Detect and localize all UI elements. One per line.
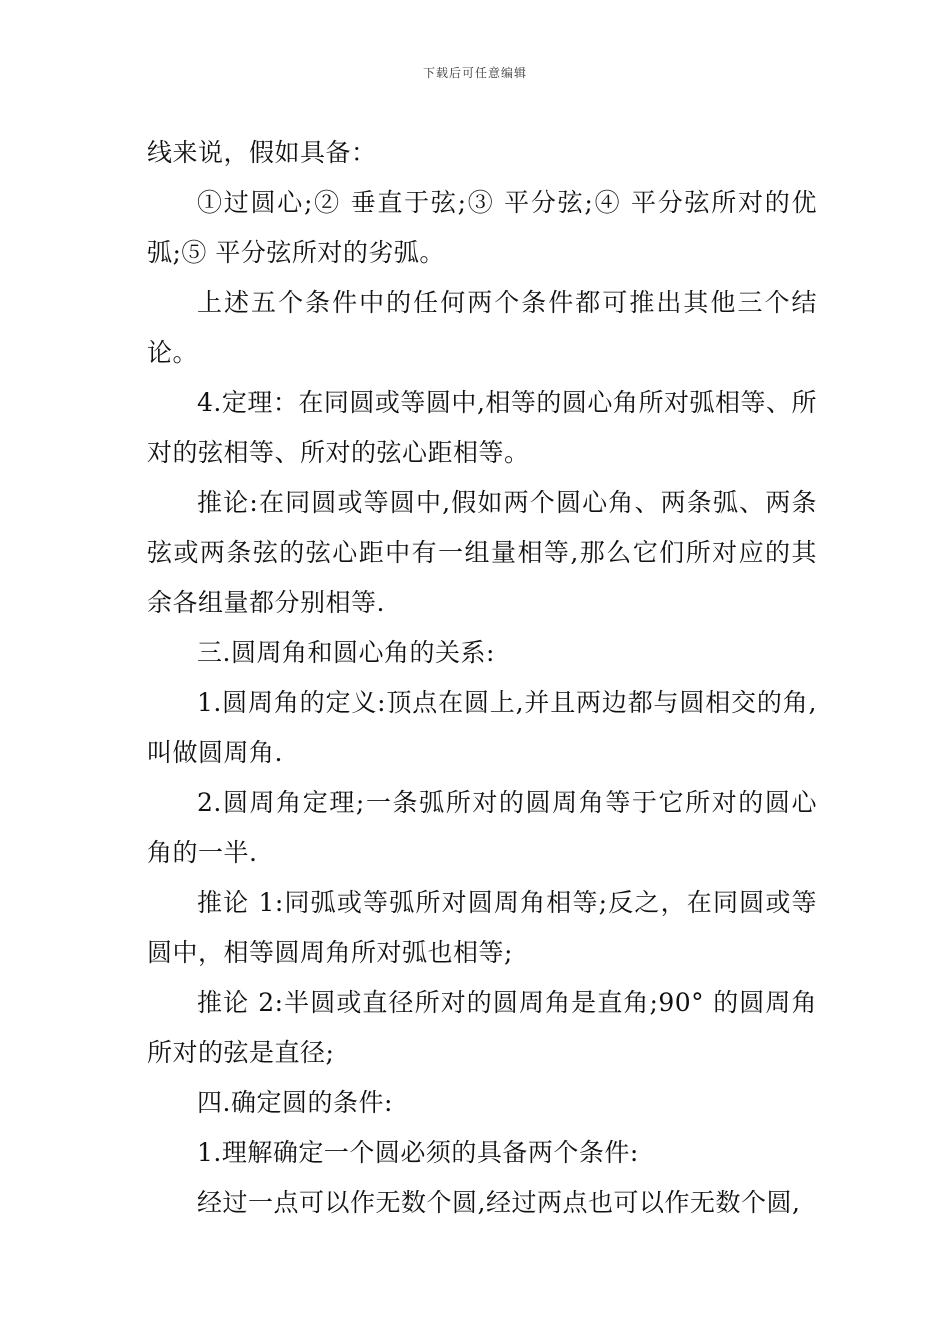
paragraph-conditions-note: 上述五个条件中的任何两个条件都可推出其他三个结论。	[147, 288, 817, 367]
paragraph-conditions-list: ①过圆心;② 垂直于弦;③ 平分弦;④ 平分弦所对的优弧;⑤ 平分弦所对的劣弧。	[147, 188, 817, 267]
paragraph-inscribed-angle-theorem: 2.圆周角定理;一条弧所对的圆周角等于它所对的圆心角的一半.	[147, 788, 817, 867]
paragraph-continuation: 线来说，假如具备：	[147, 138, 377, 167]
page-header: 下载后可任意编辑	[422, 66, 527, 80]
paragraph-inscribed-angle-definition: 1.圆周角的定义:顶点在圆上,并且两边都与圆相交的角,叫做圆周角.	[147, 688, 817, 767]
paragraph-circle-conditions: 1.理解确定一个圆必须的具备两个条件:	[197, 1138, 639, 1167]
section-heading-4: 四.确定圆的条件:	[197, 1088, 393, 1117]
paragraph-corollary: 推论:在同圆或等圆中,假如两个圆心角、两条弧、两条弦或两条弦的弦心距中有一组量相等,那么它们所对应的其余各组量都分别相等.	[147, 488, 817, 617]
paragraph-corollary-2: 推论 2:半圆或直径所对的圆周角是直角;90° 的圆周角所对的弦是直径;	[147, 988, 817, 1067]
paragraph-corollary-1: 推论 1:同弧或等弧所对圆周角相等;反之，在同圆或等圆中，相等圆周角所对弧也相等;	[147, 888, 817, 967]
document-body	[147, 128, 817, 1228]
paragraph-theorem-4: 4.定理：在同圆或等圆中,相等的圆心角所对弧相等、所对的弦相等、所对的弦心距相等。	[147, 388, 817, 467]
paragraph-points-circles: 经过一点可以作无数个圆,经过两点也可以作无数个圆,	[197, 1188, 801, 1217]
section-heading-3: 三.圆周角和圆心角的关系:	[197, 638, 495, 667]
